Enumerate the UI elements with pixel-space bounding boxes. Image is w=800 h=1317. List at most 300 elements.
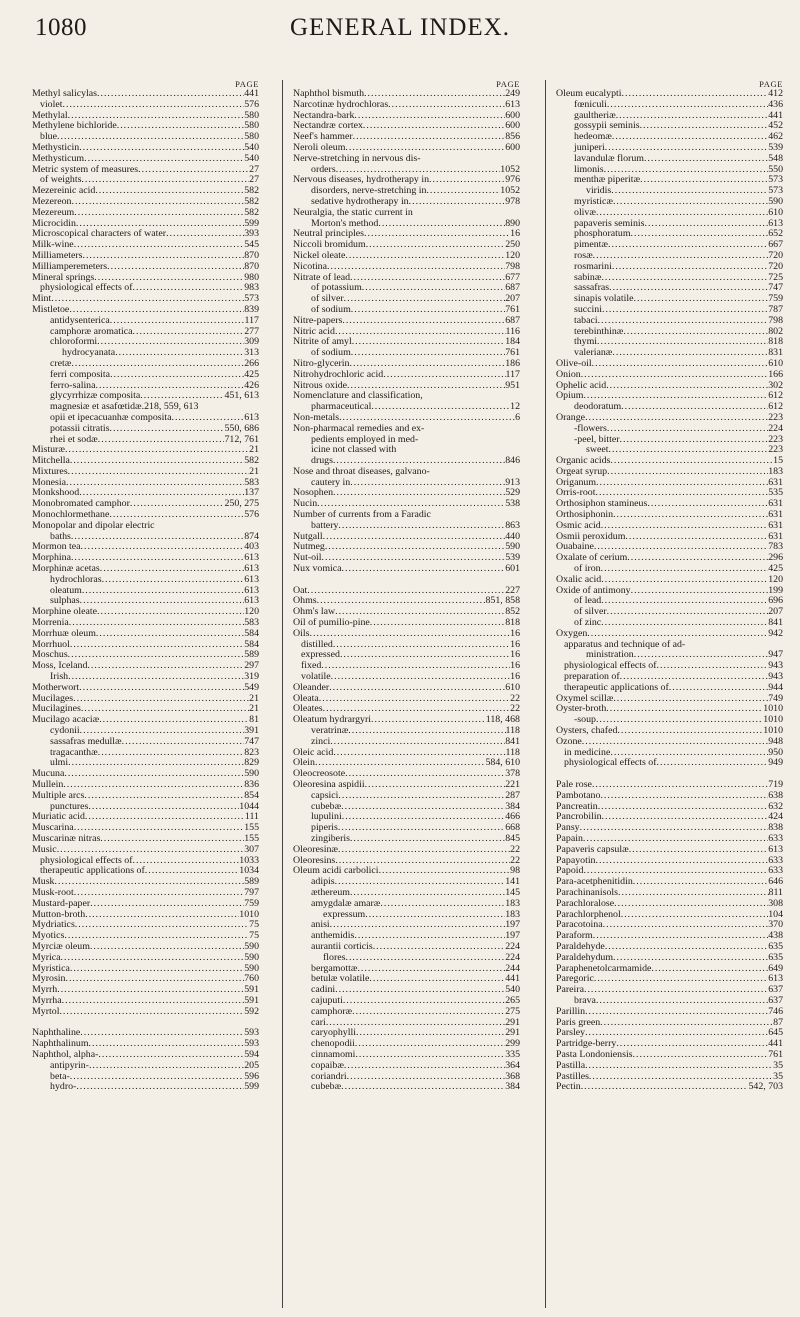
dot-leader — [85, 812, 245, 823]
entry-term: Oils — [293, 628, 310, 639]
index-entry — [293, 910, 520, 921]
index-entry — [32, 175, 259, 186]
index-entry — [556, 575, 783, 586]
entry-term: Parsley — [556, 1028, 586, 1039]
entry-page-ref: 635 — [768, 952, 783, 963]
entry-term: lupulini — [311, 812, 342, 823]
entry-page-ref: 580 — [244, 110, 259, 121]
entry-term: Onion — [556, 369, 581, 380]
entry-page-ref: 426 — [244, 380, 259, 391]
entry-term: Mitchella — [32, 456, 70, 467]
index-entry — [556, 132, 783, 143]
entry-page-ref: 545 — [244, 240, 259, 251]
entry-page-ref: 27 — [249, 164, 259, 175]
entry-term: æthereum — [311, 887, 350, 898]
entry-term: Oleates — [293, 704, 323, 715]
index-entry — [293, 435, 520, 446]
entry-page-ref: 291 — [505, 1017, 520, 1028]
entry-term: of potassium — [311, 283, 362, 294]
entry-term: tragacanthæ — [50, 747, 98, 758]
entry-page-ref: 590 — [505, 542, 520, 553]
entry-page-ref: 802 — [768, 326, 783, 337]
index-entry — [293, 359, 520, 370]
entry-term: apparatus and technique of ad- — [564, 639, 686, 650]
index-entry — [556, 251, 783, 262]
dot-leader — [331, 672, 511, 683]
entry-term: chloroformi — [50, 337, 98, 348]
entry-term: Parillin — [556, 1006, 586, 1017]
dot-leader — [365, 780, 506, 791]
dot-leader — [323, 532, 506, 543]
entry-page-ref: 368 — [505, 1071, 520, 1082]
index-entry — [293, 823, 520, 834]
dot-leader — [355, 1050, 505, 1061]
dot-leader — [621, 910, 768, 921]
entry-page-ref: 584 — [244, 639, 259, 650]
index-entry — [32, 348, 259, 359]
dot-leader — [74, 240, 244, 251]
dot-leader — [601, 273, 768, 284]
entry-page-ref: 118 — [505, 726, 520, 737]
index-entry — [293, 121, 520, 132]
dot-leader — [593, 251, 769, 262]
entry-term: Nutmeg — [293, 542, 325, 553]
index-entry — [556, 456, 783, 467]
entry-page-ref: 613 — [244, 564, 259, 575]
entry-page-ref: 677 — [505, 272, 520, 283]
index-entry — [293, 672, 520, 683]
entry-page-ref: 649 — [768, 963, 783, 974]
entry-page-ref: 943 — [768, 672, 783, 683]
dot-leader — [644, 219, 768, 230]
dot-leader — [57, 845, 245, 856]
entry-page-ref: 582 — [244, 456, 259, 467]
index-entry — [32, 1050, 259, 1061]
dot-leader — [611, 186, 768, 197]
dot-leader — [351, 305, 505, 316]
dot-leader — [71, 359, 244, 370]
dot-leader — [640, 175, 768, 186]
dot-leader — [589, 1072, 773, 1083]
entry-page-ref: 593 — [244, 1028, 259, 1039]
index-entry — [32, 143, 259, 154]
dot-leader — [612, 348, 768, 359]
dot-leader — [583, 391, 768, 402]
index-entry — [32, 165, 259, 176]
dot-leader — [616, 111, 769, 122]
entry-term: Oxalic acid — [556, 574, 602, 585]
entry-term: Mormon tea — [32, 542, 81, 553]
dot-leader — [614, 899, 768, 910]
dot-leader — [84, 791, 244, 802]
index-entry — [293, 758, 520, 769]
entry-term: Nut-oil — [293, 553, 322, 564]
dot-leader — [102, 575, 245, 586]
entry-term: preparation of — [564, 672, 620, 683]
section-gap — [556, 769, 783, 780]
entry-page-ref: 466 — [505, 812, 520, 823]
dot-leader — [79, 488, 244, 499]
entry-term: ministration — [586, 650, 634, 661]
entry-term: potassii citratis — [50, 423, 110, 434]
index-entry — [556, 629, 783, 640]
index-entry — [32, 316, 259, 327]
entry-page-ref: 610 — [768, 358, 783, 369]
dot-leader — [601, 575, 768, 586]
entry-page-ref: 818 — [505, 618, 520, 629]
dot-leader — [352, 337, 506, 348]
index-entry — [32, 305, 259, 316]
dot-leader — [57, 985, 244, 996]
dot-leader — [426, 186, 500, 197]
entry-page-ref: 749 — [768, 693, 783, 704]
dot-leader — [601, 596, 768, 607]
index-entry — [556, 197, 783, 208]
entry-term: ulmi — [50, 758, 69, 769]
index-entry — [556, 1061, 783, 1072]
entry-term: camphoræ — [311, 1006, 353, 1017]
dot-leader — [133, 283, 245, 294]
entry-page-ref: 16 — [510, 650, 520, 661]
entry-term: gaultheriæ — [574, 110, 616, 121]
dot-leader — [350, 478, 505, 489]
index-entry — [32, 1061, 259, 1072]
dot-leader — [309, 629, 510, 640]
entry-term: Morphinæ acetas — [32, 564, 100, 575]
entry-page-ref: 117 — [244, 315, 259, 326]
entry-page-ref: 1034 — [239, 866, 259, 877]
page-header — [0, 0, 800, 60]
entry-page-ref: 852 — [505, 607, 520, 618]
dot-leader — [633, 1050, 769, 1061]
index-entry — [556, 791, 783, 802]
entry-term: pimentæ — [574, 240, 609, 251]
dot-leader — [109, 510, 244, 521]
entry-term: magnesiæ et asafœtidæ.218, 559, 613 — [50, 402, 199, 413]
dot-leader — [607, 607, 769, 618]
dot-leader — [365, 910, 505, 921]
dot-leader — [345, 769, 505, 780]
entry-page-ref: 412 — [768, 89, 783, 99]
entry-page-ref: 613 — [244, 412, 259, 423]
entry-term: Narcotinæ hydrochloras — [293, 99, 389, 110]
entry-page-ref: 155 — [244, 833, 259, 844]
entry-page-ref: 35 — [773, 1071, 783, 1082]
entry-page-ref: 635 — [768, 941, 783, 952]
entry-page-ref: 613 — [244, 596, 259, 607]
entry-term: Pastilles — [556, 1071, 589, 1082]
entry-page-ref: 590 — [244, 952, 259, 963]
entry-term: of silver — [311, 294, 344, 305]
entry-page-ref: 1033 — [239, 855, 259, 866]
dot-leader — [625, 532, 768, 543]
entry-term: Monkshood — [32, 488, 80, 499]
index-entry — [32, 596, 259, 607]
index-entry — [32, 251, 259, 262]
dot-leader — [335, 985, 505, 996]
entry-term: hydrochloras — [50, 574, 102, 585]
dot-leader — [350, 834, 505, 845]
index-entry — [556, 391, 783, 402]
page-column-label: PAGE — [235, 79, 259, 89]
entry-term: sedative hydrotherapy in — [311, 196, 409, 207]
dot-leader — [87, 661, 244, 672]
entry-page-ref: 425 — [768, 564, 783, 575]
dot-leader — [355, 1039, 505, 1050]
index-entry — [32, 186, 259, 197]
index-entry — [293, 661, 520, 672]
entry-term: hydrocyanata — [62, 348, 116, 359]
entry-page-ref: 275 — [505, 1006, 520, 1017]
entry-page-ref: 591 — [244, 995, 259, 1006]
entry-term: Nux vomica — [293, 564, 342, 575]
entry-page-ref: 183 — [768, 466, 783, 477]
dot-leader — [94, 273, 244, 284]
index-entry — [293, 262, 520, 273]
entry-page-ref: 851, 858 — [485, 596, 520, 607]
entry-page-ref: 542, 703 — [748, 1082, 783, 1093]
entry-page-ref: 610 — [505, 682, 520, 693]
index-entry — [32, 564, 259, 575]
dot-leader — [362, 283, 505, 294]
column-divider — [282, 80, 283, 1308]
entry-page-ref: 15 — [773, 456, 783, 467]
entry-term: Metric system of measures — [32, 164, 139, 175]
entry-page-ref: 584, 610 — [485, 758, 520, 769]
dot-leader — [347, 381, 505, 392]
dot-leader — [613, 510, 768, 521]
index-entry — [556, 262, 783, 273]
entry-term: Myrica — [32, 952, 61, 963]
entry-term: Morrhuæ oleum — [32, 628, 96, 639]
index-entry — [293, 542, 520, 553]
index-entry — [32, 359, 259, 370]
index-entry — [32, 866, 259, 877]
dot-leader — [612, 132, 768, 143]
entry-page-ref: 874 — [244, 531, 259, 542]
dot-leader — [644, 154, 768, 165]
column-divider — [545, 80, 546, 1308]
index-entry — [556, 1050, 783, 1061]
index-entry — [32, 197, 259, 208]
entry-term: drugs — [311, 456, 333, 467]
dot-leader — [581, 1082, 749, 1093]
entry-page-ref: 596 — [244, 1071, 259, 1082]
index-entry — [32, 467, 259, 478]
index-entry — [556, 748, 783, 759]
index-entry — [32, 240, 259, 251]
entry-term: of sodium — [311, 304, 351, 315]
entry-term: of lead — [574, 596, 602, 607]
index-entry — [293, 370, 520, 381]
entry-page-ref: 759 — [244, 898, 259, 909]
dot-leader — [620, 672, 769, 683]
entry-term: antipyrin- — [50, 1060, 89, 1071]
dot-leader — [605, 942, 768, 953]
dot-leader — [76, 219, 244, 230]
dot-leader — [350, 359, 506, 370]
index-entry — [293, 1039, 520, 1050]
entry-term: Olive-oil — [556, 358, 592, 369]
entry-term: Osmic acid — [556, 520, 601, 531]
index-entry — [556, 650, 783, 661]
index-entry — [293, 888, 520, 899]
entry-term: adipis — [311, 877, 335, 888]
entry-term: veratrinæ — [311, 726, 349, 737]
entry-page-ref: 845 — [505, 833, 520, 844]
dot-leader — [357, 964, 505, 975]
index-entry — [556, 985, 783, 996]
index-entry — [556, 596, 783, 607]
index-entry — [293, 704, 520, 715]
index-entry — [32, 823, 259, 834]
dot-leader — [96, 629, 244, 640]
entry-page-ref: 21 — [249, 693, 259, 704]
entry-term: Oxide of antimony — [556, 585, 631, 596]
index-entry — [293, 381, 520, 392]
entry-term: Morrhuol — [32, 639, 70, 650]
dot-leader — [371, 402, 510, 413]
entry-term: Mixtures — [32, 466, 68, 477]
entry-term: Mustard-paper — [32, 898, 91, 909]
entry-page-ref: 1010 — [763, 704, 783, 715]
dot-leader — [70, 640, 244, 651]
entry-page-ref: 599 — [244, 218, 259, 229]
entry-page-ref: 27 — [249, 175, 259, 186]
dot-leader — [335, 877, 506, 888]
entry-page-ref: 948 — [768, 736, 783, 747]
dot-leader — [596, 488, 769, 499]
entry-page-ref: 787 — [768, 304, 783, 315]
entry-term: Paraphenetolcarmamide — [556, 963, 652, 974]
index-entry — [32, 618, 259, 629]
dot-leader — [603, 920, 769, 931]
index-entry — [556, 704, 783, 715]
dot-leader — [606, 704, 763, 715]
entry-term: Neef's hammer — [293, 132, 353, 143]
index-entry — [293, 877, 520, 888]
index-entry — [32, 229, 259, 240]
entry-page-ref: 838 — [768, 823, 783, 834]
entry-term: Music — [32, 844, 57, 855]
entry-term: Nosophen — [293, 488, 334, 499]
index-entry — [32, 435, 259, 446]
dot-leader — [63, 780, 244, 791]
dot-leader — [363, 121, 505, 132]
entry-term: sinapis volatile — [574, 294, 634, 305]
entry-page-ref: 335 — [505, 1049, 520, 1060]
dot-leader — [98, 1050, 244, 1061]
entry-term: capsici — [311, 790, 339, 801]
entry-page-ref: 798 — [768, 315, 783, 326]
index-entry — [556, 856, 783, 867]
entry-page-ref: 593 — [244, 1039, 259, 1050]
entry-term: Nitrate of lead — [293, 272, 351, 283]
dot-leader — [616, 1039, 768, 1050]
entry-page-ref: 584 — [244, 628, 259, 639]
entry-page-ref: 720 — [768, 250, 783, 261]
entry-page-ref: 244 — [505, 963, 520, 974]
entry-page-ref: 652 — [768, 229, 783, 240]
entry-page-ref: 120 — [768, 574, 783, 585]
dot-leader — [339, 413, 515, 424]
entry-term: olivæ — [574, 207, 596, 218]
entry-term: Para-acetphenitidin — [556, 877, 633, 888]
entry-page-ref: 538 — [505, 499, 520, 510]
dot-leader — [373, 942, 505, 953]
entry-page-ref: 841 — [505, 736, 520, 747]
entry-term: camphoræ aromatica — [50, 326, 133, 337]
dot-leader — [90, 942, 244, 953]
entry-page-ref: 631 — [768, 477, 783, 488]
index-entry — [293, 1072, 520, 1083]
entry-page-ref: 205 — [244, 1060, 259, 1071]
entry-page-ref: 6 — [515, 412, 520, 423]
index-entry — [293, 748, 520, 759]
index-entry — [556, 974, 783, 985]
index-entry — [293, 165, 520, 176]
entry-page-ref: 631 — [768, 510, 783, 521]
index-entry — [556, 359, 783, 370]
entry-term: Oleoresina aspidii — [293, 780, 365, 790]
entry-page-ref: 823 — [244, 747, 259, 758]
entry-page-ref: 761 — [768, 1049, 783, 1060]
entry-term: Non-metals — [293, 412, 340, 423]
entry-page-ref: 1052 — [500, 164, 520, 175]
index-entry — [556, 618, 783, 629]
index-entry — [293, 974, 520, 985]
index-entry — [32, 532, 259, 543]
index-entry — [556, 143, 783, 154]
entry-page-ref: 631 — [768, 520, 783, 531]
index-entry — [293, 996, 520, 1007]
dot-leader — [352, 1007, 505, 1018]
index-entry — [32, 1039, 259, 1050]
dot-leader — [75, 920, 249, 931]
dot-leader — [618, 888, 769, 899]
entry-term: Oleata — [293, 693, 319, 704]
entry-term: piperis — [311, 823, 338, 834]
entry-page-ref: 633 — [768, 833, 783, 844]
entry-page-ref: 913 — [505, 477, 520, 488]
entry-page-ref: 296 — [768, 553, 783, 564]
entry-term: Mucilago acaciæ — [32, 715, 100, 726]
dot-leader — [140, 391, 224, 402]
index-entry — [556, 219, 783, 230]
index-entry — [556, 121, 783, 132]
dot-leader — [81, 542, 245, 553]
entry-term: Paris green — [556, 1017, 601, 1028]
entry-page-ref: 582 — [244, 186, 259, 197]
dot-leader — [63, 100, 245, 111]
index-entry — [293, 1050, 520, 1061]
entry-term: Pareira — [556, 985, 584, 996]
dot-leader — [64, 931, 249, 942]
dot-leader — [347, 1072, 506, 1083]
entry-page-ref: 441 — [244, 89, 259, 99]
dot-leader — [138, 165, 249, 176]
entry-page-ref: 207 — [768, 607, 783, 618]
entry-page-ref: 364 — [505, 1060, 520, 1071]
entry-term: Orris-root — [556, 488, 596, 499]
dot-leader — [354, 931, 505, 942]
index-entry — [556, 996, 783, 1007]
entry-term: Papayotin — [556, 855, 596, 866]
entry-page-ref: 451, 613 — [224, 391, 259, 402]
entry-term: cretæ — [50, 358, 72, 369]
entry-page-ref: 576 — [244, 510, 259, 521]
entry-page-ref: 441 — [768, 1039, 783, 1050]
